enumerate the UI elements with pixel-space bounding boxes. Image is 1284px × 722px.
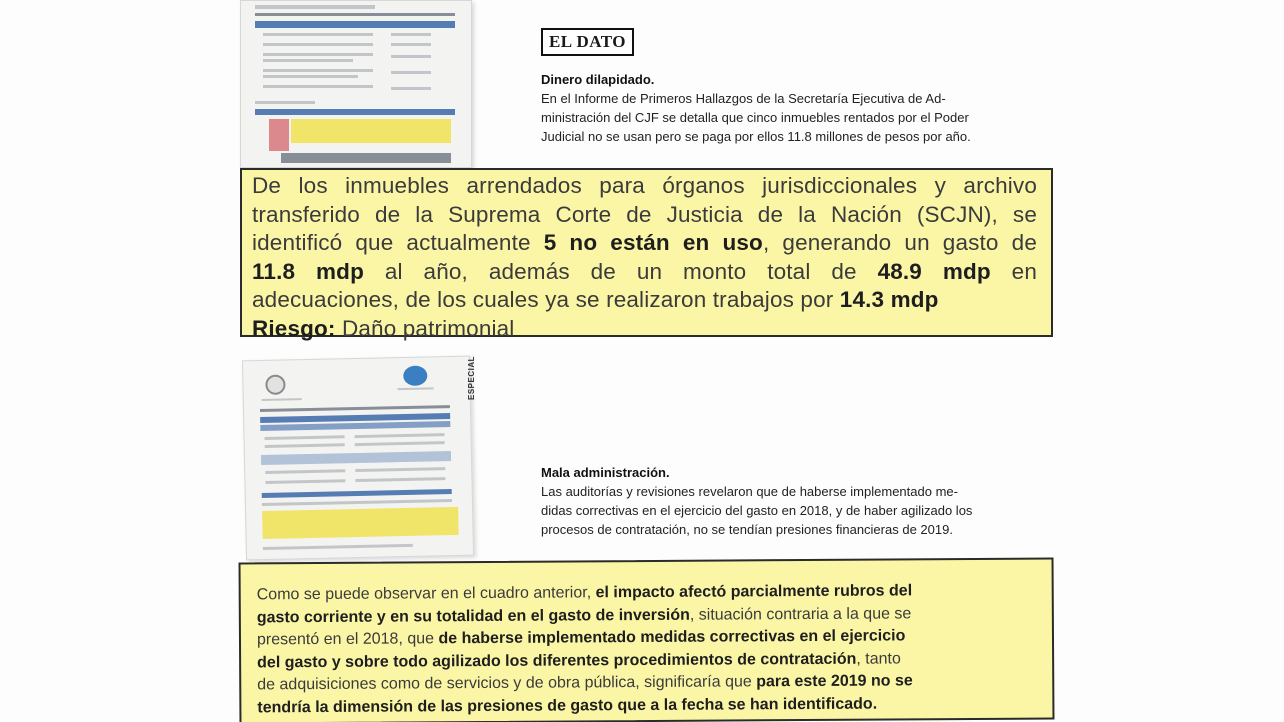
excerpt-line: identificó que actualmente 5 no están en uso, generando un gasto de	[252, 230, 1037, 256]
excerpt-line: tendría la dimensión de las presiones de gasto que a la fecha se han identificado.	[257, 695, 878, 716]
excerpt-line: gasto corriente y en su totalidad en el gasto de inversión, situación contraria a la que se	[256, 604, 912, 626]
document-thumbnail-bottom	[242, 356, 474, 561]
highlighted-excerpt-inmuebles	[240, 168, 1053, 341]
caption-line: didas correctivas en el ejercicio del gasto en 2018, y de haber agilizado los	[541, 503, 973, 518]
excerpt-line: Como se puede observar en el cuadro anterior, el impacto afectó parcialmente rubros del	[256, 582, 913, 604]
caption-line: ministración del CJF se detalla que cinco inmuebles rentados por el Poder	[541, 110, 969, 125]
el-dato-tag: EL DATO	[541, 28, 634, 56]
excerpt-line: Riesgo: Daño patrimonial	[252, 315, 515, 341]
excerpt-line: del gasto y sobre todo agilizado los diferentes procedimientos de contratación, tanto	[257, 649, 901, 671]
excerpt-line: De los inmuebles arrendados para órganos jurisdiccionales y archivo	[252, 173, 1037, 198]
highlighted-excerpt-gasto	[239, 558, 1055, 722]
mexico-seal-icon	[265, 375, 285, 395]
caption-line: Las auditorías y revisiones revelaron que de haberse implementado me-	[541, 484, 958, 499]
document-thumbnail-top	[240, 0, 472, 168]
caption-title: Mala administración.	[541, 465, 670, 480]
excerpt-line: adecuaciones, de los cuales ya se realizaron trabajos por 14.3 mdp	[252, 287, 939, 313]
excerpt-line: transferido de la Suprema Corte de Justicia de la Nación (SCJN), se	[252, 201, 1037, 227]
photo-credit-label: ESPECIAL	[467, 356, 476, 401]
excerpt-line: 11.8 mdp al año, además de un monto total de 48.9 mdp en	[252, 258, 1038, 284]
caption-dinero-dilapidado	[541, 70, 1041, 146]
caption-line: En el Informe de Primeros Hallazgos de la Secretaría Ejecutiva de Ad-	[541, 91, 946, 106]
caption-line: Judicial no se usan pero se paga por ellos 11.8 millones de pesos por año.	[541, 129, 971, 144]
caption-line: procesos de contratación, no se tendían presiones financieras de 2019.	[541, 522, 953, 537]
excerpt-line: presentó en el 2018, que de haberse implementado medidas correctivas en el ejercicio	[256, 627, 906, 649]
excerpt-line: de adquisiciones como de servicios y de obra pública, significaría que para este 2019 no se	[257, 672, 913, 694]
caption-mala-administracion	[541, 463, 1051, 539]
institution-logo-icon	[403, 366, 427, 386]
caption-title: Dinero dilapidado.	[541, 72, 655, 87]
